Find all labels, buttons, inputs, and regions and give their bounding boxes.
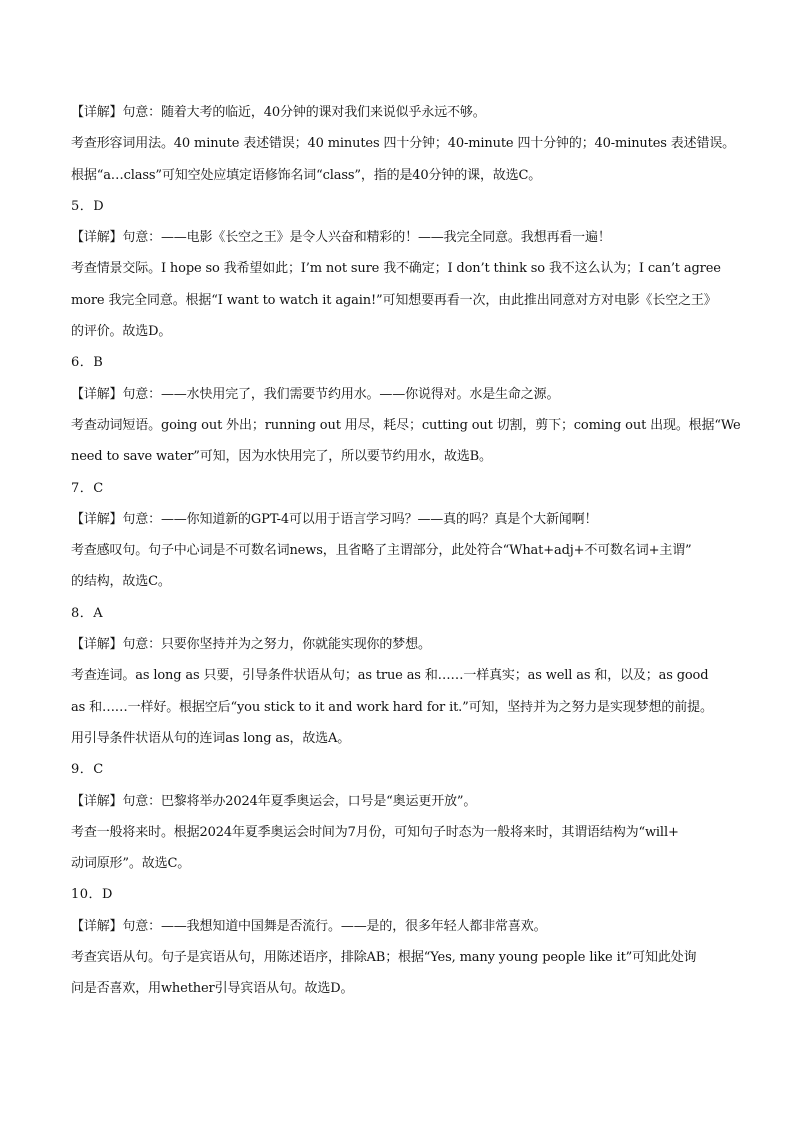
explanation-line: 根据“a…class”可知空处应填定语修饰名词“class”，指的是40分钟的课，故选C。	[71, 167, 542, 183]
question-number: 10．D	[71, 887, 113, 903]
question-number: 7．C	[71, 480, 104, 496]
explanation-line: 【详解】句意：——你知道新的GPT-4可以用于语言学习吗？——真的吗？真是个大新闻啊！	[71, 511, 598, 527]
explanation-line: 【详解】句意：随着大考的临近，40分钟的课对我们来说似乎永远不够。	[71, 105, 486, 120]
explanation-line: 【详解】句意：——水快用完了，我们需要节约用水。——你说得对。水是生命之源。	[71, 386, 560, 402]
explanation-line: 动词原形”。故选C。	[71, 856, 191, 872]
explanation-line: as 和……一样好。根据空后“you stick to it and work hard for it.”可知，坚持并为之努力是实现梦想的前提。	[71, 699, 713, 715]
question-number: 5．D	[71, 198, 105, 214]
explanation-line: 【详解】句意：——电影《长空之王》是令人兴奋和精彩的！——我完全同意。我想再看一遍！	[71, 230, 611, 246]
explanation-line: 的评价。故选D。	[71, 324, 172, 340]
explanation-line: 考查一般将来时。根据2024年夏季奥运会时间为7月份，可知句子时态为一般将来时，其谓语结构为“will+	[71, 824, 679, 840]
explanation-line: 【详解】句意：巴黎将举办2024年夏季奥运会，口号是“奥运更开放”。	[71, 793, 477, 809]
explanation-line: 考查形容词用法。40 minute 表述错误；40 minutes 四十分钟；40-minute 四十分钟的；40-minutes 表述错误。	[71, 136, 736, 152]
explanation-line: 【详解】句意：只要你坚持并为之努力，你就能实现你的梦想。	[71, 637, 431, 653]
explanation-line: 考查动词短语。going out 外出；running out 用尽，耗尽；cutting out 切割，剪下；coming out 出现。根据“We	[71, 417, 741, 433]
answer-explanations	[71, 97, 741, 1005]
explanation-line: 考查宾语从句。句子是宾语从句，用陈述语序，排除AB；根据“Yes, many young people like it”可知此处询	[71, 950, 697, 966]
explanation-line: 考查连词。as long as 只要，引导条件状语从句；as true as 和……一样真实；as well as 和，以及；as good	[71, 668, 709, 684]
question-number: 8．A	[71, 605, 104, 621]
explanation-line: 问是否喜欢，用whether引导宾语从句。故选D。	[71, 981, 354, 997]
explanation-line: 考查感叹句。句子中心词是不可数名词news，且省略了主谓部分，此处符合“What+adj+不可数名词+主谓”	[71, 543, 692, 559]
explanation-line: need to save water”可知，因为水快用完了，所以要节约用水，故选B。	[71, 449, 492, 465]
explanation-line: 用引导条件状语从句的连词as long as，故选A。	[71, 730, 351, 746]
question-number: 6．B	[71, 355, 104, 371]
explanation-line: 的结构，故选C。	[71, 574, 171, 590]
question-number: 9．C	[71, 762, 104, 778]
explanation-line: 【详解】句意：——我想知道中国舞是否流行。——是的，很多年轻人都非常喜欢。	[71, 918, 547, 934]
explanation-line: more 我完全同意。根据“I want to watch it again!”可知想要再看一次，由此推出同意对方对电影《长空之王》	[71, 292, 717, 308]
explanation-line: 考查情景交际。I hope so 我希望如此；I’m not sure 我不确定；I don’t think so 我不这么认为；I can’t agree	[71, 261, 721, 277]
